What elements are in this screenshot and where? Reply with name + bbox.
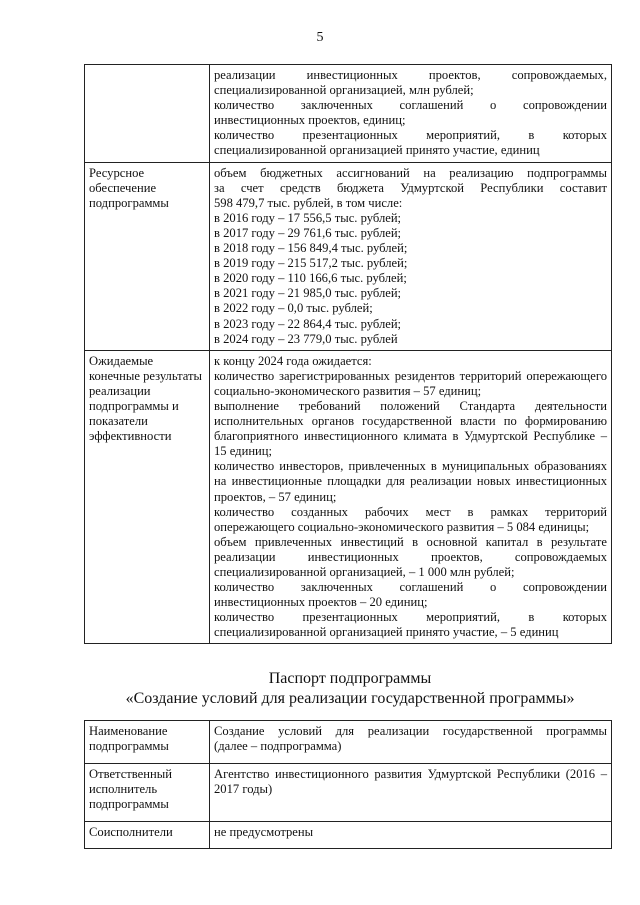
text-line: конечные результаты [89,368,202,383]
section-title: Паспорт подпрограммы [268,670,432,687]
text-line: обеспечение [89,180,157,195]
text-line: подпрограммы [89,195,169,210]
table-row-resources [85,162,612,350]
text-line: опережающего социально-экономического развития – 5 084 единицы; [214,519,590,534]
text-line: инвестиционных проектов, единиц; [214,113,406,128]
text-line: специализированной организацией принято участие, – 5 единиц [214,625,559,640]
text-line: количество созданных рабочих мест в рамках территорий [214,504,607,519]
text-line: количество заключенных соглашений о сопровождении [214,580,607,595]
text-line: подпрограммы [89,739,169,754]
table-row-name [85,721,612,764]
passport-table [84,720,612,849]
text-line: благоприятного инвестиционного климата в Удмуртской Республике – [214,429,607,444]
text-line: в 2017 году – 29 761,6 тыс. рублей; [214,225,402,240]
text-line: в 2018 году – 156 849,4 тыс. рублей; [214,241,408,256]
row-label [85,822,210,849]
text-line: инвестиционных проектов – 20 единиц; [214,595,428,610]
text-line: на инвестиционные площадки для реализации новых инвестиционных [214,474,607,489]
text-line: 15 единиц; [214,444,273,459]
text-line: за счет средств бюджета Удмуртской Республики составит [214,180,607,195]
row-content [210,822,612,849]
text-line: количество зарегистрированных резидентов территорий опережающего [214,368,607,383]
text-line: 2017 годы) [214,782,273,797]
text-line: объем бюджетных ассигнований на реализацию подпрограммы [214,165,607,180]
text-line: реализации инвестиционных проектов, сопровождаемых, [214,68,607,82]
text-line: эффективности [89,429,172,444]
text-line: (далее – подпрограмма) [214,739,342,754]
text-line: не предусмотрены [214,825,314,839]
table-row-expected-results [85,350,612,644]
text-line: Ответственный [89,767,172,781]
text-line: специализированной организацией, млн рублей; [214,83,474,98]
row-content [210,350,612,644]
text-line: в 2021 году – 21 985,0 тыс. рублей; [214,286,402,301]
text-line: реализации инвестиционных проектов, сопровождаемых [214,549,607,564]
text-line: объем привлеченных инвестиций в основной капитал в результате [214,534,607,549]
text-line: показатели [89,414,148,429]
text-line: в 2024 году – 23 779,0 тыс. рублей [214,331,398,346]
row-content [210,65,612,163]
text-line: к концу 2024 года ожидается: [214,353,372,368]
passport-table-continued [84,64,612,644]
text-line: выполнение требований положений Стандарта деятельности [214,398,607,413]
text-line: Агентство инвестиционного развития Удмуртской Республики (2016 – [214,767,607,781]
section-subtitle: «Создание условий для реализации государственной программы» [125,690,575,707]
text-line: исполнитель [89,782,158,797]
text-line: Ожидаемые [89,353,154,368]
text-line: специализированной организацией, – 1 000 млн рублей; [214,565,515,579]
text-line: Создание условий для реализации государственной программы [214,724,607,738]
text-line: Ресурсное [89,165,145,180]
table-row [85,65,612,163]
page-number: 5 [316,30,324,45]
text-line: исполнительных органов государственной власти по формированию [214,414,607,429]
text-line: в 2022 году – 0,0 тыс. рублей; [214,301,373,316]
text-line: подпрограммы и [89,398,179,413]
text-line: проектов, – 57 единиц; [214,489,337,504]
text-line: Наименование [89,724,168,738]
row-content [210,764,612,822]
text-line: подпрограммы [89,797,169,812]
text-line: 598 479,7 тыс. рублей, в том числе: [214,195,403,210]
text-line: в 2019 году – 215 517,2 тыс. рублей; [214,256,408,271]
text-line: социально-экономического развития – 57 единиц; [214,383,482,398]
row-label [85,162,210,350]
text-line: количество презентационных мероприятий, в которых [214,128,607,143]
row-label [85,65,210,163]
text-line: в 2020 году – 110 166,6 тыс. рублей; [214,271,407,286]
text-line: количество презентационных мероприятий, в которых [214,610,607,625]
text-line: количество заключенных соглашений о сопровождении [214,98,607,113]
row-label [85,721,210,764]
text-line: количество инвесторов, привлеченных в муниципальных образованиях [214,459,607,474]
text-line: реализации [89,383,151,398]
text-line: в 2023 году – 22 864,4 тыс. рублей; [214,316,402,331]
text-line: Соисполнители [89,825,173,839]
row-content [210,162,612,350]
row-label [85,350,210,644]
table-row-coexecutors [85,822,612,849]
text-line: специализированной организацией принято участие, единиц [214,143,540,158]
row-content [210,721,612,764]
text-line: в 2016 году – 17 556,5 тыс. рублей; [214,210,402,225]
row-label [85,764,210,822]
table-row-responsible [85,764,612,822]
